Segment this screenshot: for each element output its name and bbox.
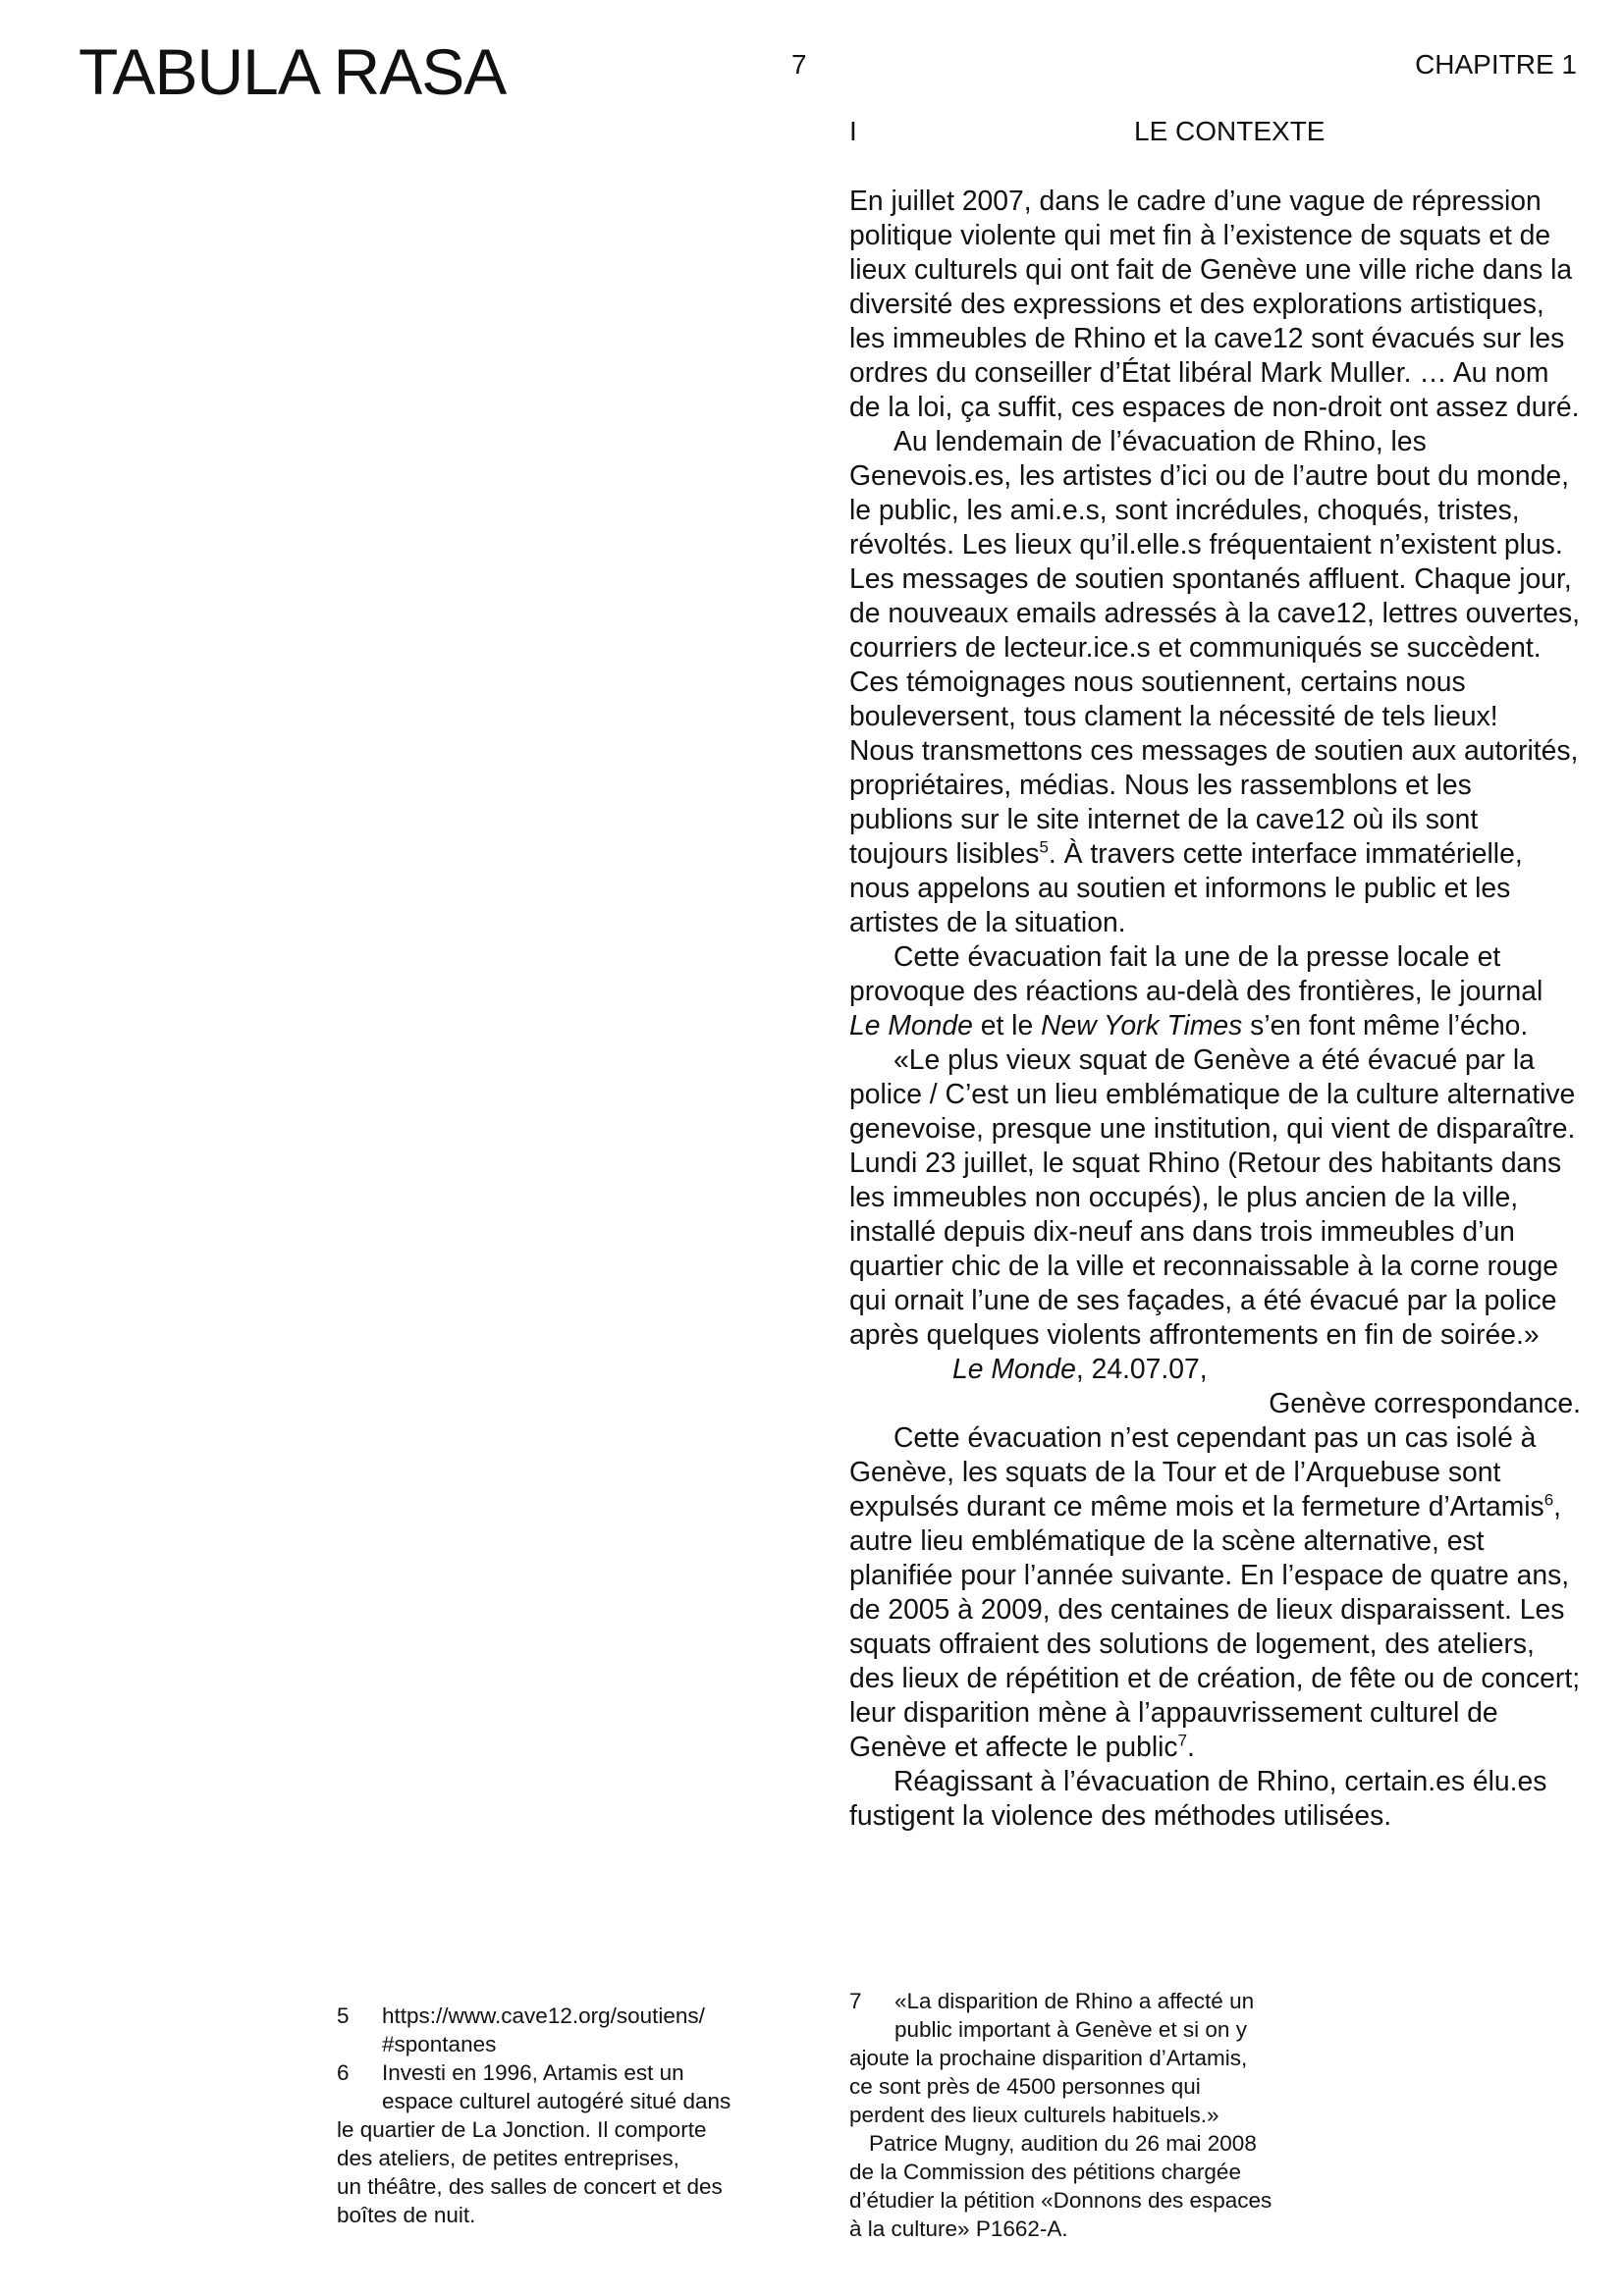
paragraph-2: Au lendemain de l’évacuation de Rhino, les Genevois.es, les artistes d’ici ou de l’autre bout du monde, le public, les ami.e.s, sont incrédules, choqués, tristes, révoltés. Les lieux qu’il.elle.s fréquentaient n’existent plus. Les messages de soutien spontanés affluent. Chaque jour, de nouveaux emails adressés à la cave12, lettres ouvertes, courriers de lecteur.ice.s et communiqués se succèdent. Ces témoignages nous soutiennent, certains nous bouleversent, tous clament la nécessité de tels lieux! bbox=[849, 425, 1580, 731]
footnote-7-line-1: «La disparition de Rhino a affecté un bbox=[894, 1989, 1255, 2013]
footnote-7-line-7: de la Commission des pétitions chargée bbox=[849, 2160, 1241, 2184]
book-title: TABULA RASA bbox=[79, 35, 507, 108]
paragraph-4-end: s’en font même l’écho. bbox=[1242, 1009, 1529, 1041]
footnotes-right bbox=[849, 1987, 1360, 2243]
paragraph-1: En juillet 2007, dans le cadre d’une vague de répression politique violente qui met fin à l’existence de squats et de lieux culturels qui ont fait de Genève une ville riche dans la diversité des expressions et des explorations artistiques, les immeubles de Rhino et la cave12 sont évacués sur les ordres du conseiller d’État libéral Mark Muller. … Au nom de la loi, ça suffit, ces espaces de non-droit ont assez duré. bbox=[849, 185, 1580, 422]
paragraph-3 bbox=[849, 733, 1581, 939]
footnote-6-line-2: espace culturel autogéré situé dans bbox=[382, 2089, 731, 2113]
newspaper-nyt: New York Times bbox=[1041, 1009, 1243, 1041]
footnote-7-line-6: Patrice Mugny, audition du 26 mai 2008 bbox=[869, 2131, 1257, 2156]
footnote-5-number: 5 bbox=[337, 2003, 350, 2028]
footnote-6-line-5: un théâtre, des salles de concert et des bbox=[337, 2174, 723, 2199]
quote-paragraph bbox=[849, 1042, 1581, 1386]
paragraph-3-text: Nous transmettons ces messages de soutien aux autorités, propriétaires, médias. Nous les rassemblons et les publions sur le site internet de la cave12 où ils sont toujours lisibles bbox=[849, 734, 1579, 869]
footnote-7-line-3: ajoute la prochaine disparition d’Artamis, bbox=[849, 2046, 1248, 2070]
footnote-7-line-5: perdent des lieux culturels habituels.» bbox=[849, 2103, 1219, 2127]
paragraph-5-text: Cette évacuation n’est cependant pas un cas isolé à Genève, les squats de la Tour et de l’Arquebuse sont expulsés durant ce même mois et la fermeture d’Artamis bbox=[849, 1421, 1544, 1522]
paragraph-5-mid: , autre lieu emblématique de la scène alternative, est planifiée pour l’année suivante. En l’espace de quatre ans, de 2005 à 2009, des centaines de lieux disparaissent. Les squats offraient des solutions de logement, des ateliers, des lieux de répétition et de création, de fête ou de concert; leur disparition mène à l’appauvrissement culturel de Genève et affecte le public bbox=[849, 1490, 1581, 1762]
footnote-ref-7: 7 bbox=[1177, 1731, 1187, 1750]
footnote-5-link-cont: #spontanes bbox=[382, 2032, 497, 2056]
footnote-6-line-4: des ateliers, de petites entreprises, bbox=[337, 2146, 679, 2170]
footnote-6-line-6: boîtes de nuit. bbox=[337, 2203, 476, 2227]
footnote-6-line-3: le quartier de La Jonction. Il comporte bbox=[337, 2117, 707, 2142]
footnote-ref-6: 6 bbox=[1543, 1490, 1554, 1510]
footnotes-left bbox=[337, 2002, 808, 2229]
section-number: I bbox=[849, 116, 857, 146]
page-number: 7 bbox=[791, 49, 807, 80]
footnote-7-line-4: ce sont près de 4500 personnes qui bbox=[849, 2074, 1201, 2099]
footnote-6-number: 6 bbox=[337, 2060, 350, 2085]
quote-source bbox=[908, 1352, 1208, 1386]
paragraph-4 bbox=[849, 939, 1581, 1042]
chapter-label: CHAPITRE 1 bbox=[1415, 49, 1577, 80]
paragraph-4-start: Cette évacuation fait la une de la presse locale et provoque des réactions au-delà des frontières, le journal bbox=[849, 940, 1543, 1006]
footnote-7-line-2: public important à Genève et si on y bbox=[894, 2017, 1247, 2042]
section-heading bbox=[849, 118, 1576, 145]
quote-text: «Le plus vieux squat de Genève a été évacué par la police / C’est un lieu emblématique de la culture alternative genevoise, presque une institution, qui vient de disparaître. Lundi 23 juillet, le squat Rhino (Retour des habitants dans les immeubles non occupés), le plus ancien de la ville, installé depuis dix-neuf ans dans trois immeubles d’un quartier chic de la ville et reconnaissable à la corne rouge qui ornait l’une de ses façades, a été évacué par la police après quelques violents affrontements en fin de soirée.» bbox=[849, 1043, 1576, 1350]
paragraph-5-end: . bbox=[1187, 1731, 1195, 1762]
paragraph-6: Réagissant à l’évacuation de Rhino, certain.es élu.es fustigent la violence des méthodes utilisées. bbox=[849, 1765, 1547, 1831]
footnote-7-number: 7 bbox=[849, 1989, 862, 2013]
footnote-6-line-1: Investi en 1996, Artamis est un bbox=[382, 2060, 684, 2085]
section-title: LE CONTEXTE bbox=[1134, 116, 1326, 146]
paragraph-3-end: . À travers cette interface immatérielle, nous appelons au soutien et informons le public et les artistes de la situation. bbox=[849, 837, 1523, 937]
quote-source-place: Genève correspondance. bbox=[1269, 1387, 1581, 1418]
footnote-5 bbox=[337, 2002, 808, 2058]
footnote-ref-5: 5 bbox=[1039, 837, 1049, 857]
paragraph-5 bbox=[849, 1420, 1581, 1764]
footnote-6 bbox=[337, 2058, 808, 2229]
footnote-7-line-8: d’étudier la pétition «Donnons des espaces bbox=[849, 2188, 1272, 2213]
footnote-5-link[interactable]: https://www.cave12.org/soutiens/ bbox=[382, 2003, 705, 2028]
newspaper-le-monde: Le Monde bbox=[849, 1009, 973, 1041]
footnote-7 bbox=[849, 1987, 1360, 2243]
quote-source-date: , 24.07.07, bbox=[1075, 1353, 1208, 1384]
footnote-7-line-9: à la culture» P1662-A. bbox=[849, 2216, 1068, 2241]
main-text bbox=[849, 184, 1581, 1833]
quote-source-title: Le Monde bbox=[952, 1353, 1076, 1384]
paragraph-4-mid: et le bbox=[972, 1009, 1042, 1041]
